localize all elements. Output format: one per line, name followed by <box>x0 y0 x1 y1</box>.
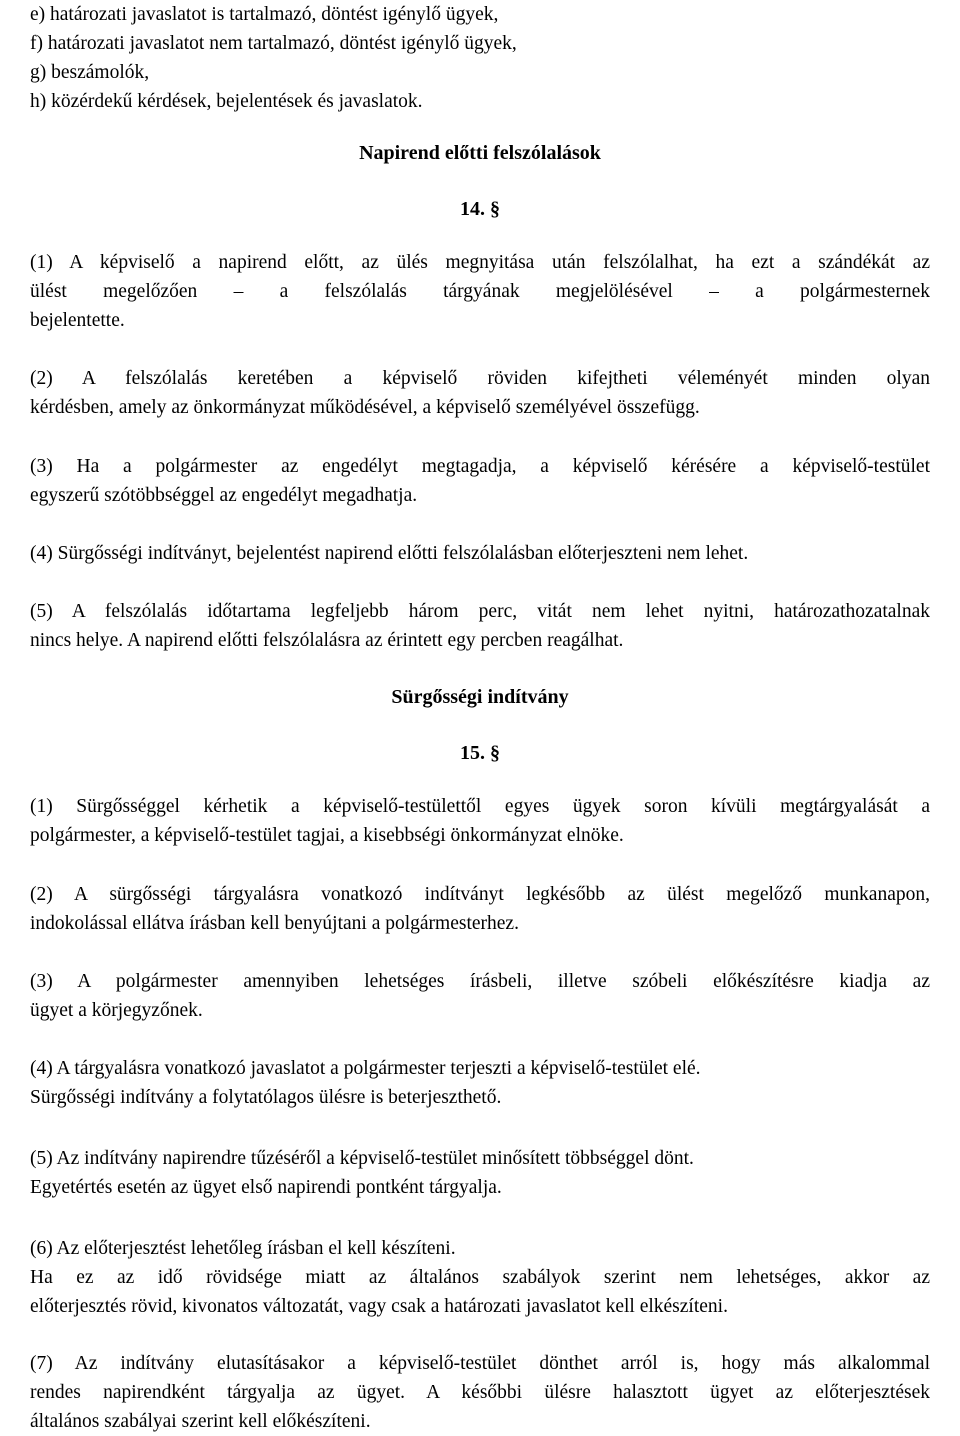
list-item: f) határozati javaslatot nem tartalmazó, döntést igénylő ügyek, <box>30 33 517 54</box>
paragraph-line: (3) Ha a polgármester az engedélyt megtagadja, a képviselő kérésére a képviselő-testület <box>30 456 930 477</box>
section-number: 14. § <box>460 198 500 220</box>
paragraph <box>30 792 930 850</box>
paragraph-line: (4) A tárgyalásra vonatkozó javaslatot a polgármester terjeszti a képviselő-testület elé. <box>30 1058 701 1079</box>
paragraph-line: rendes napirendként tárgyalja az ügyet. A későbbi ülésre halasztott ügyet az előterjesztések <box>30 1382 930 1403</box>
paragraph-line: (5) A felszólalás időtartama legfeljebb három perc, vitát nem lehet nyitni, határozathozatalnak <box>30 601 930 622</box>
section-heading: Napirend előtti felszólalások <box>359 142 601 164</box>
paragraph-line: (5) Az indítvány napirendre tűzéséről a képviselő-testület minősített többséggel dönt. <box>30 1148 694 1169</box>
paragraph <box>30 452 930 510</box>
paragraph-line: (7) Az indítvány elutasításakor a képviselő-testület dönthet arról is, hogy más alkalommal <box>30 1353 930 1374</box>
paragraph-line: polgármester, a képviselő-testület tagjai, a kisebbségi önkormányzat elnöke. <box>30 825 624 846</box>
section-number: 15. § <box>460 742 500 764</box>
paragraph-line: egyszerű szótöbbséggel az engedélyt megadhatja. <box>30 485 418 506</box>
paragraph <box>30 880 930 938</box>
paragraph-line: indokolással ellátva írásban kell benyújtani a polgármesterhez. <box>30 913 519 934</box>
paragraph-line: bejelentette. <box>30 310 125 331</box>
paragraph <box>30 967 930 1025</box>
list-item: g) beszámolók, <box>30 62 150 83</box>
paragraph-line: nincs helye. A napirend előtti felszólalásra az érintett egy percben reagálhat. <box>30 630 624 651</box>
paragraph <box>30 1349 930 1436</box>
paragraph-line: kérdésben, amely az önkormányzat működésével, a képviselő személyével összefügg. <box>30 397 700 418</box>
paragraph-line: Ha ez az idő rövidsége miatt az általános szabályok szerint nem lehetséges, akkor az <box>30 1267 930 1288</box>
paragraph-line: Egyetértés esetén az ügyet első napirendi pontként tárgyalja. <box>30 1177 502 1198</box>
paragraph-line: Sürgősségi indítvány a folytatólagos ülésre is beterjeszthető. <box>30 1087 502 1108</box>
paragraph-line: ülést megelőzően – a felszólalás tárgyának megjelölésével – a polgármesternek <box>30 281 930 302</box>
list-item: h) közérdekű kérdések, bejelentések és javaslatok. <box>30 91 423 112</box>
paragraph-line: általános szabályai szerint kell előkészíteni. <box>30 1411 371 1432</box>
paragraph-line: (4) Sürgősségi indítványt, bejelentést napirend előtti felszólalásban előterjeszteni nem lehet. <box>30 543 749 564</box>
paragraph <box>30 597 930 655</box>
paragraph-line: (1) A képviselő a napirend előtt, az ülés megnyitása után felszólalhat, ha ezt a szándékát az <box>30 252 930 273</box>
paragraph-line: (1) Sürgősséggel kérhetik a képviselő-testülettől egyes ügyek soron kívüli megtárgyalását a <box>30 796 930 817</box>
paragraph <box>30 1234 930 1321</box>
paragraph <box>30 248 930 335</box>
list-item: e) határozati javaslatot is tartalmazó, döntést igénylő ügyek, <box>30 4 499 25</box>
paragraph-line: (2) A felszólalás keretében a képviselő röviden kifejtheti véleményét minden olyan <box>30 368 930 389</box>
paragraph-line: (3) A polgármester amennyiben lehetséges írásbeli, illetve szóbeli előkészítésre kiadja az <box>30 971 930 992</box>
paragraph <box>30 364 930 422</box>
paragraph-line: előterjesztés rövid, kivonatos változatát, vagy csak a határozati javaslatot kell elkészíteni. <box>30 1296 728 1317</box>
paragraph-line: ügyet a körjegyzőnek. <box>30 1000 203 1021</box>
paragraph-line: (2) A sürgősségi tárgyalásra vonatkozó indítványt legkésőbb az ülést megelőző munkanapon, <box>30 884 930 905</box>
paragraph <box>30 1054 930 1112</box>
paragraph <box>30 1144 930 1202</box>
paragraph <box>30 539 930 568</box>
paragraph-line: (6) Az előterjesztést lehetőleg írásban el kell készíteni. <box>30 1238 456 1259</box>
section-heading: Sürgősségi indítvány <box>391 686 569 708</box>
